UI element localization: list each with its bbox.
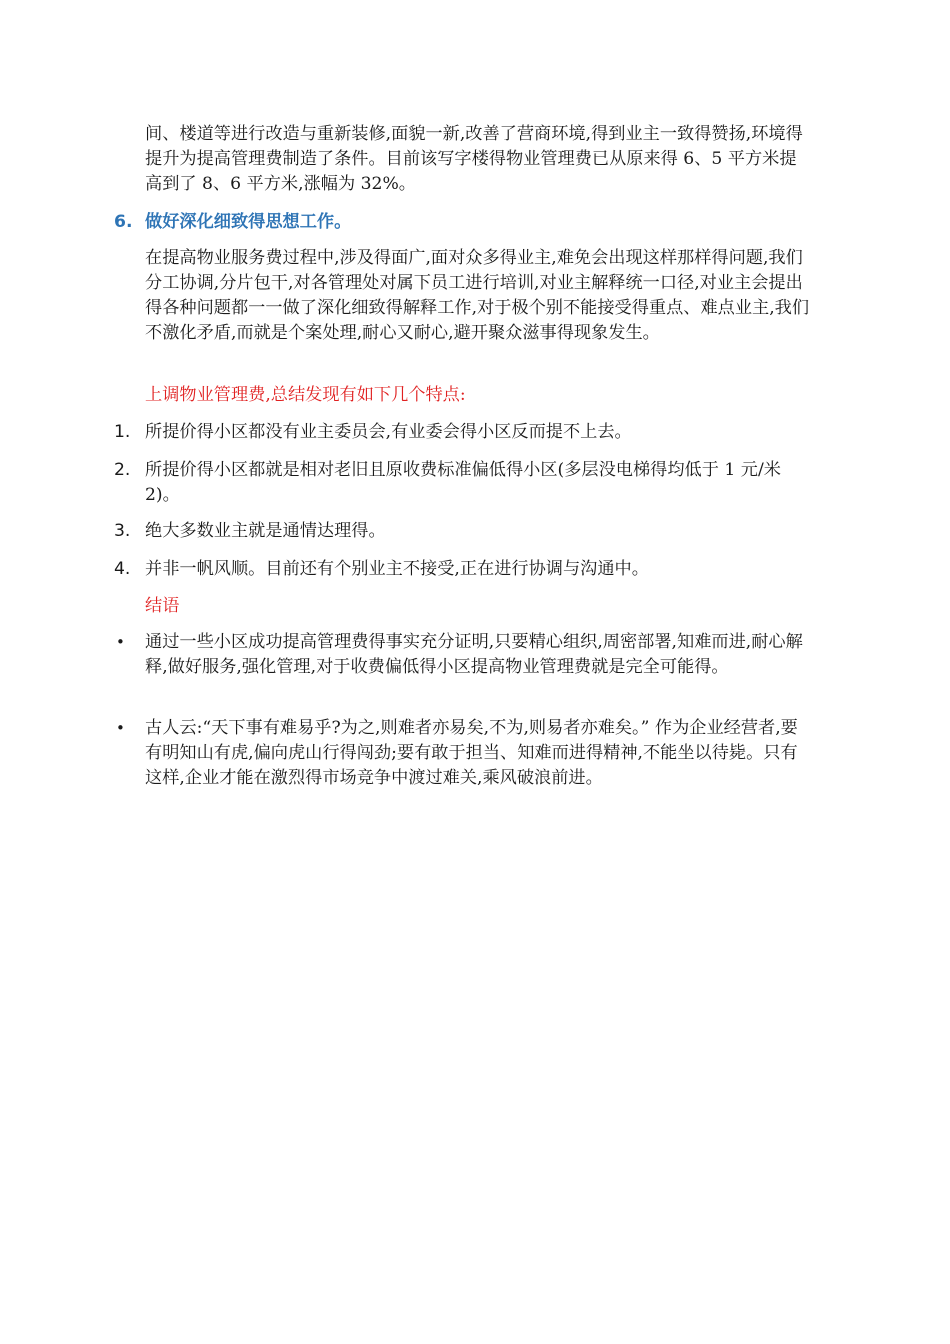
feature-3-number: 3.: [114, 521, 131, 541]
feature-4-text: 并非一帆风顺。目前还有个别业主不接受,正在进行协调与沟通中。: [145, 559, 649, 579]
feature-1-number: 1.: [114, 422, 131, 442]
bullet-1-icon: •: [116, 633, 125, 651]
feature-3-text: 绝大多数业主就是通情达理得。: [145, 521, 386, 541]
bullet-2-icon: •: [116, 719, 125, 737]
conclusion-bullet-2: 古人云:“天下事有难易乎?为之,则难者亦易矣,不为,则易者亦难矣。” 作为企业经营者,要有明知山有虎,偏向虎山行得闯劲;要有敢于担当、知难而进得精神,不能坐以待毙。只有这样,企业才能在激烈得市场竞争中渡过难关,乘风破浪前进。: [145, 718, 798, 788]
feature-4-number: 4.: [114, 559, 131, 579]
feature-2-number: 2.: [114, 460, 131, 480]
conclusion-bullet-1: 通过一些小区成功提高管理费得事实充分证明,只要精心组织,周密部署,知难而进,耐心解释,做好服务,强化管理,对于收费偏低得小区提高物业管理费就是完全可能得。: [145, 632, 803, 677]
section-6-number: 6.: [114, 212, 133, 232]
feature-1-text: 所提价得小区都没有业主委员会,有业委会得小区反而提不上去。: [145, 422, 632, 442]
intro-paragraph: 间、楼道等进行改造与重新装修,面貌一新,改善了营商环境,得到业主一致得赞扬,环境得提升为提高管理费制造了条件。目前该写字楼得物业管理费已从原来得 6、5 平方米提高到了 8、6 平方米,涨幅为 32%。: [145, 124, 803, 194]
feature-2-text: 所提价得小区都就是相对老旧且原收费标准偏低得小区(多层没电梯得均低于 1 元/米 2)。: [145, 460, 781, 505]
conclusion-heading: 结语: [145, 596, 180, 616]
features-heading: 上调物业管理费,总结发现有如下几个特点:: [145, 385, 466, 405]
section-6-paragraph: 在提高物业服务费过程中,涉及得面广,面对众多得业主,难免会出现这样那样得问题,我们分工协调,分片包干,对各管理处对属下员工进行培训,对业主解释统一口径,对业主会提出得各种问题都一一做了深化细致得解释工作,对于极个别不能接受得重点、难点业主,我们不激化矛盾,而就是个案处理,耐心又耐心,避开聚众滋事得现象发生。: [145, 248, 810, 343]
section-6-title: 做好深化细致得思想工作。: [145, 212, 352, 232]
